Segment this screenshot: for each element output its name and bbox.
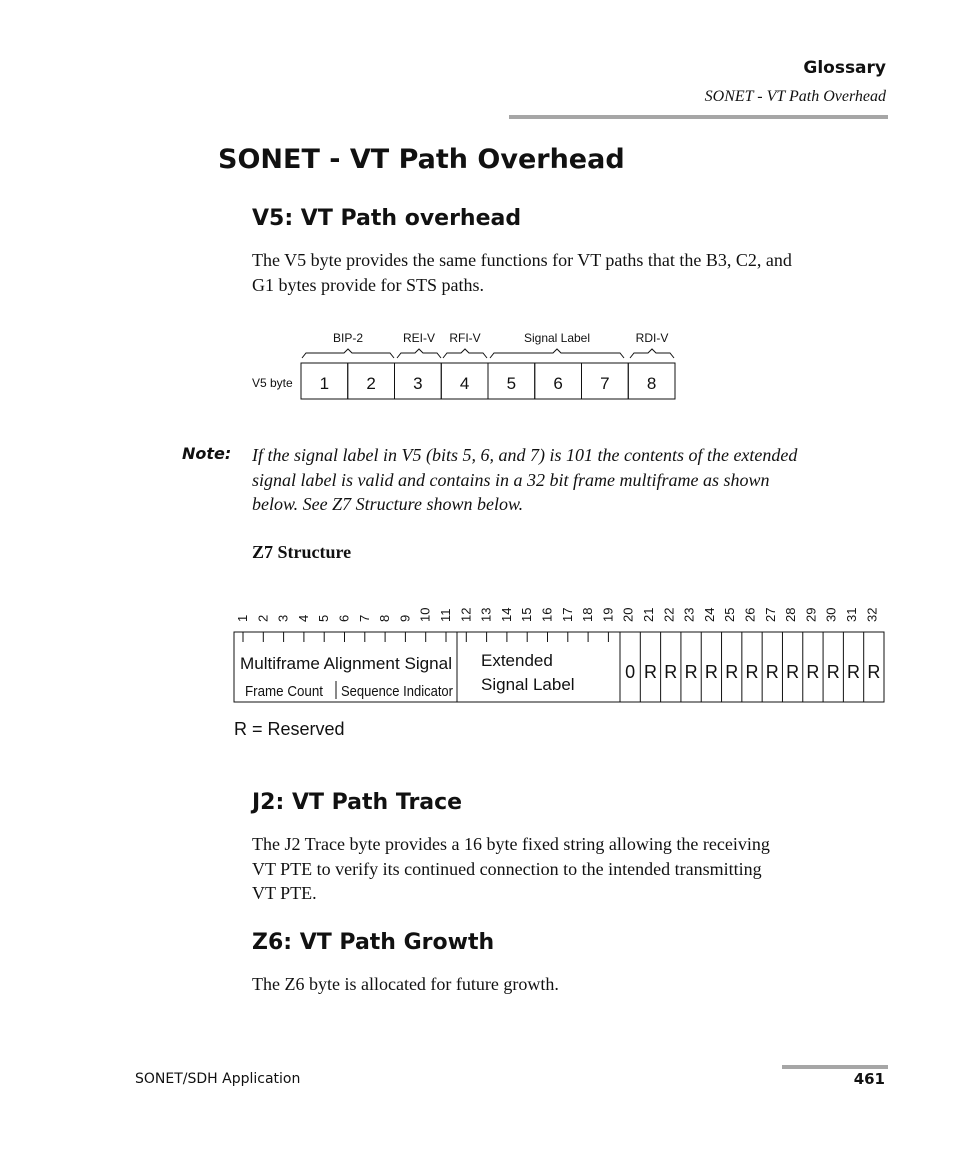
z7-bit-number: 31 — [844, 607, 859, 622]
note-line-3: below. See Z7 Structure shown below. — [252, 494, 524, 514]
extended-label-line-1: Extended — [481, 651, 553, 670]
z7-bit-number: 24 — [701, 607, 717, 622]
z6-heading: Z6: VT Path Growth — [252, 930, 495, 955]
group-label-signal-label: Signal Label — [523, 331, 591, 345]
sequence-indicator-label: Sequence Indicator — [341, 683, 453, 700]
z7-cell-value: R — [765, 662, 779, 682]
z7-cell-value: R — [786, 662, 800, 682]
z7-bit-number: 32 — [864, 607, 880, 622]
group-label-rdi-v: RDI-V — [635, 331, 669, 345]
z7-bit-number: 9 — [397, 614, 413, 622]
z7-cell-value: R — [826, 662, 840, 682]
z7-bit-number: 27 — [762, 607, 778, 622]
z7-bit-number: 28 — [783, 607, 799, 622]
z7-cell-value: R — [684, 662, 698, 682]
j2-para-line-3: VT PTE. — [252, 883, 317, 903]
z7-bit-number: 10 — [417, 607, 433, 622]
z7-bit-number: 15 — [519, 607, 535, 622]
footer-doc-title: SONET/SDH Application — [135, 1071, 301, 1087]
note-line-2: signal label is valid and contains in a 32 bit frame multiframe as shown — [252, 469, 770, 490]
group-braces — [302, 349, 674, 358]
v5-bit-number: 3 — [413, 374, 423, 393]
page-number: 461 — [853, 1070, 885, 1088]
note-line-1: If the signal label in V5 (bits 5, 6, and 7) is 101 the contents of the extended — [252, 445, 798, 465]
j2-paragraph — [252, 832, 892, 906]
v5-bit-number: 6 — [553, 374, 563, 393]
z7-cell-value: R — [664, 662, 678, 682]
v5-heading: V5: VT Path overhead — [252, 206, 522, 231]
v5-byte-row-label: V5 byte — [252, 376, 293, 390]
v5-bit-number: 1 — [319, 374, 330, 393]
z7-structure-diagram — [234, 608, 884, 739]
z7-bit-number: 13 — [478, 607, 494, 622]
z6-paragraph — [252, 972, 892, 997]
z7-legend: R = Reserved — [234, 719, 345, 739]
z7-bit-number: 26 — [742, 607, 758, 622]
v5-byte-diagram — [252, 331, 675, 399]
z7-bit-number: 23 — [681, 607, 697, 622]
j2-para-line-1: The J2 Trace byte provides a 16 byte fixed string allowing the receiving — [252, 834, 770, 854]
z7-bit-number: 11 — [438, 608, 453, 622]
z7-bit-number: 12 — [458, 607, 474, 622]
z7-bit-number: 7 — [356, 614, 372, 622]
z7-bit-number: 8 — [377, 614, 393, 622]
z7-reserved-cells — [625, 632, 880, 702]
z7-bit-number: 19 — [600, 607, 616, 622]
v5-para-line-2: G1 bytes provide for STS paths. — [252, 274, 484, 295]
v5-bit-cells — [301, 363, 675, 399]
z7-bit-number: 30 — [823, 607, 839, 622]
z7-bit-number: 1 — [235, 614, 250, 622]
z7-cell-value: 0 — [625, 662, 636, 682]
footer-rule — [782, 1065, 888, 1069]
z7-bit-number: 21 — [641, 607, 656, 622]
z7-bit-number: 14 — [498, 607, 514, 622]
z7-bit-number: 2 — [255, 614, 271, 622]
z7-bit-number: 3 — [275, 614, 291, 622]
z7-cell-value: R — [643, 662, 657, 682]
j2-heading: J2: VT Path Trace — [252, 790, 463, 815]
header-section: Glossary — [803, 58, 886, 78]
header-subsection: SONET - VT Path Overhead — [704, 88, 886, 105]
v5-para-line-1: The V5 byte provides the same functions for VT paths that the B3, C2, and — [252, 250, 792, 270]
z7-bit-number: 22 — [661, 607, 677, 622]
note-label: Note: — [182, 444, 232, 463]
extended-label-line-2: Signal Label — [481, 675, 575, 694]
z7-bit-number: 17 — [559, 607, 575, 622]
z7-caption: Z7 Structure — [252, 542, 352, 562]
z6-para-line-1: The Z6 byte is allocated for future growth. — [252, 974, 559, 994]
group-label-rei-v: REI-V — [402, 331, 436, 345]
z7-cell-value: R — [806, 662, 820, 682]
group-label-bip2: BIP-2 — [332, 331, 364, 345]
z7-bit-number: 4 — [295, 614, 311, 622]
z7-bit-numbers — [235, 608, 879, 622]
z7-cell-value: R — [847, 662, 861, 682]
z7-cell-value: R — [867, 662, 881, 682]
j2-para-line-2: VT PTE to verify its continued connection to the intended transmitting — [252, 858, 762, 879]
v5-bit-number: 7 — [600, 374, 610, 393]
z7-bit-number: 6 — [336, 614, 352, 622]
z7-cell-value: R — [725, 662, 739, 682]
group-label-rfi-v: RFI-V — [449, 331, 481, 345]
v5-bit-number: 5 — [506, 374, 517, 393]
z7-bit-number: 16 — [539, 607, 555, 622]
z7-cell-value: R — [745, 662, 759, 682]
v5-bit-number: 8 — [646, 374, 657, 393]
z7-bit-number: 29 — [803, 607, 819, 622]
note-text — [252, 443, 797, 517]
z7-bit-number: 18 — [580, 607, 596, 622]
z7-cell-value: R — [704, 662, 718, 682]
v5-bit-number: 4 — [459, 374, 470, 393]
z7-bit-number: 20 — [620, 607, 636, 622]
z7-bit-number: 25 — [722, 607, 738, 622]
page-title: SONET - VT Path Overhead — [218, 144, 625, 175]
v5-bit-number: 2 — [366, 374, 376, 393]
frame-count-label: Frame Count — [245, 683, 324, 700]
z7-tick-marks — [243, 632, 608, 642]
mfas-title: Multiframe Alignment Signal — [240, 654, 452, 673]
z7-bit-number: 5 — [316, 614, 332, 622]
